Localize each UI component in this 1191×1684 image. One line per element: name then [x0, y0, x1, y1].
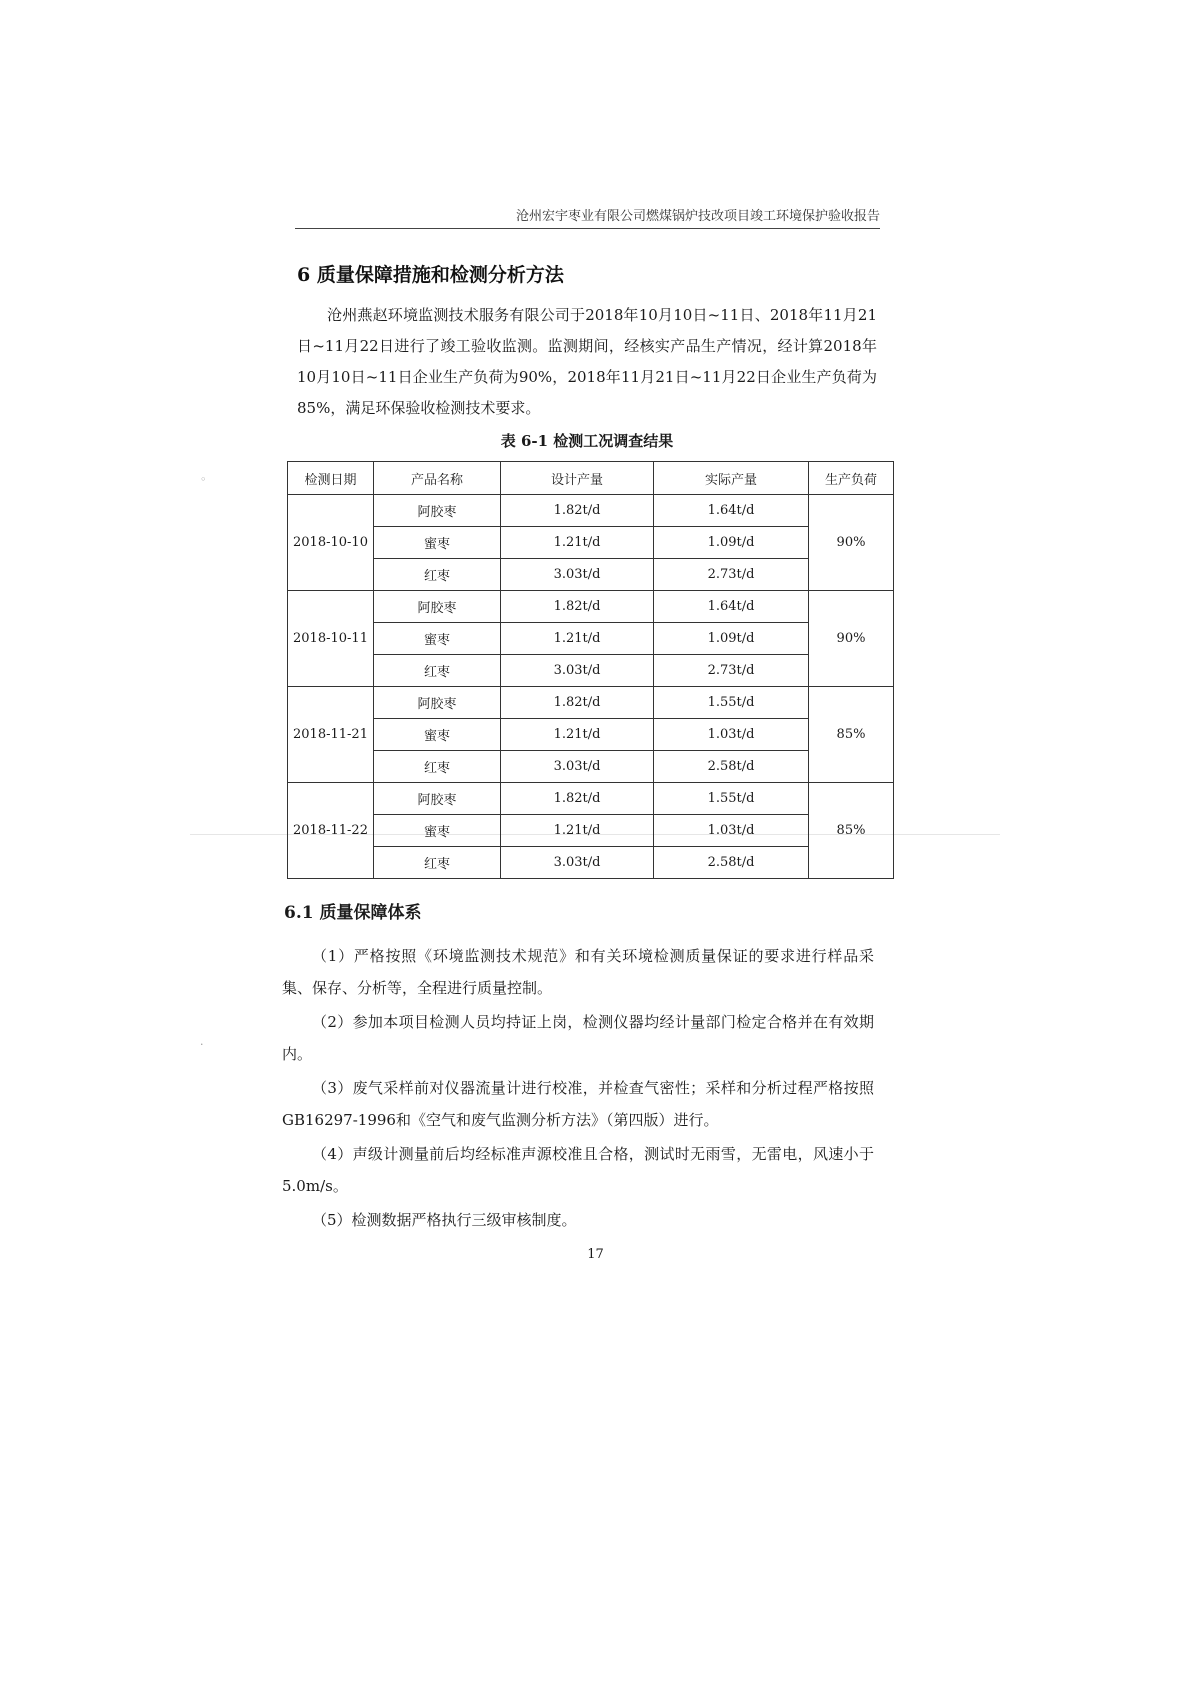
actual-output-cell: 2.58t/d — [654, 847, 809, 879]
list-item: （5）检测数据严格执行三级审核制度。 — [312, 1211, 577, 1229]
product-cell: 蜜枣 — [374, 815, 501, 847]
date-cell: 2018-10-10 — [288, 495, 374, 591]
list-item: （4）声级计测量前后均经标准声源校准且合格，测试时无雨雪，无雷电，风速小于5.0m/s。 — [282, 1145, 874, 1195]
scan-speck: · — [200, 1038, 204, 1051]
intro-paragraph: 沧州燕赵环境监测技术服务有限公司于2018年10月10日~11日、2018年11月21日~11月22日进行了竣工验收监测。监测期间，经核实产品生产情况，经计算2018年10月10日~11日企业生产负荷为90%，2018年11月21日~11月22日企业生产负荷为85%，满足环保验收检测技术要求。 — [297, 306, 877, 417]
table-row — [288, 783, 894, 815]
load-cell: 85% — [809, 687, 894, 783]
actual-output-cell: 1.09t/d — [654, 527, 809, 559]
actual-output-cell: 1.09t/d — [654, 623, 809, 655]
actual-output-cell: 1.03t/d — [654, 719, 809, 751]
design-output-cell: 1.21t/d — [501, 623, 654, 655]
actual-output-cell: 1.55t/d — [654, 783, 809, 815]
table-row — [288, 815, 894, 847]
design-output-cell: 1.82t/d — [501, 687, 654, 719]
design-output-cell: 1.82t/d — [501, 495, 654, 527]
design-output-cell: 1.21t/d — [501, 527, 654, 559]
design-output-cell: 1.82t/d — [501, 783, 654, 815]
actual-output-cell: 2.58t/d — [654, 751, 809, 783]
product-cell: 红枣 — [374, 559, 501, 591]
design-output-cell: 1.21t/d — [501, 815, 654, 847]
section-title: 6 质量保障措施和检测分析方法 — [297, 264, 564, 286]
header-cell-date: 检测日期 — [288, 462, 374, 495]
actual-output-cell: 2.73t/d — [654, 655, 809, 687]
header-cell-design-output: 设计产量 — [501, 462, 654, 495]
date-cell: 2018-11-21 — [288, 687, 374, 783]
product-cell: 阿胶枣 — [374, 591, 501, 623]
date-cell: 2018-11-22 — [288, 783, 374, 879]
actual-output-cell: 1.55t/d — [654, 687, 809, 719]
header-cell-load: 生产负荷 — [809, 462, 894, 495]
table-row — [288, 559, 894, 591]
list-item: （2）参加本项目检测人员均持证上岗，检测仪器均经计量部门检定合格并在有效期内。 — [282, 1013, 874, 1063]
product-cell: 阿胶枣 — [374, 687, 501, 719]
product-cell: 蜜枣 — [374, 623, 501, 655]
product-cell: 阿胶枣 — [374, 783, 501, 815]
scan-speck: ◦ — [200, 473, 207, 486]
table-row — [288, 719, 894, 751]
design-output-cell: 3.03t/d — [501, 751, 654, 783]
table-row — [288, 751, 894, 783]
table-row — [288, 687, 894, 719]
list-item: （1）严格按照《环境监测技术规范》和有关环境检测质量保证的要求进行样品采集、保存、分析等，全程进行质量控制。 — [282, 947, 874, 997]
design-output-cell: 3.03t/d — [501, 847, 654, 879]
product-cell: 红枣 — [374, 655, 501, 687]
table-container — [287, 461, 894, 879]
page-number: 17 — [587, 1247, 604, 1262]
actual-output-cell: 1.03t/d — [654, 815, 809, 847]
header-cell-product: 产品名称 — [374, 462, 501, 495]
table-header-row — [288, 462, 894, 495]
product-cell: 红枣 — [374, 847, 501, 879]
product-cell: 红枣 — [374, 751, 501, 783]
working-condition-table — [287, 461, 894, 879]
table-row — [288, 847, 894, 879]
design-output-cell: 3.03t/d — [501, 559, 654, 591]
load-cell: 90% — [809, 495, 894, 591]
product-cell: 蜜枣 — [374, 719, 501, 751]
date-cell: 2018-10-11 — [288, 591, 374, 687]
table-row — [288, 527, 894, 559]
header-cell-actual-output: 实际产量 — [654, 462, 809, 495]
table-row — [288, 591, 894, 623]
table-row — [288, 495, 894, 527]
load-cell: 90% — [809, 591, 894, 687]
product-cell: 阿胶枣 — [374, 495, 501, 527]
product-cell: 蜜枣 — [374, 527, 501, 559]
actual-output-cell: 1.64t/d — [654, 591, 809, 623]
design-output-cell: 1.21t/d — [501, 719, 654, 751]
subsection-title: 6.1 质量保障体系 — [284, 903, 422, 923]
actual-output-cell: 1.64t/d — [654, 495, 809, 527]
actual-output-cell: 2.73t/d — [654, 559, 809, 591]
load-cell: 85% — [809, 783, 894, 879]
design-output-cell: 1.82t/d — [501, 591, 654, 623]
list-item: （3）废气采样前对仪器流量计进行校准，并检查气密性；采样和分析过程严格按照GB16297-1996和《空气和废气监测分析方法》（第四版）进行。 — [282, 1079, 874, 1129]
table-row — [288, 623, 894, 655]
design-output-cell: 3.03t/d — [501, 655, 654, 687]
table-caption: 表 6-1 检测工况调查结果 — [500, 432, 674, 450]
running-header: 沧州宏宇枣业有限公司燃煤锅炉技改项目竣工环境保护验收报告 — [295, 205, 880, 229]
table-row — [288, 655, 894, 687]
quality-assurance-list — [282, 940, 874, 1238]
